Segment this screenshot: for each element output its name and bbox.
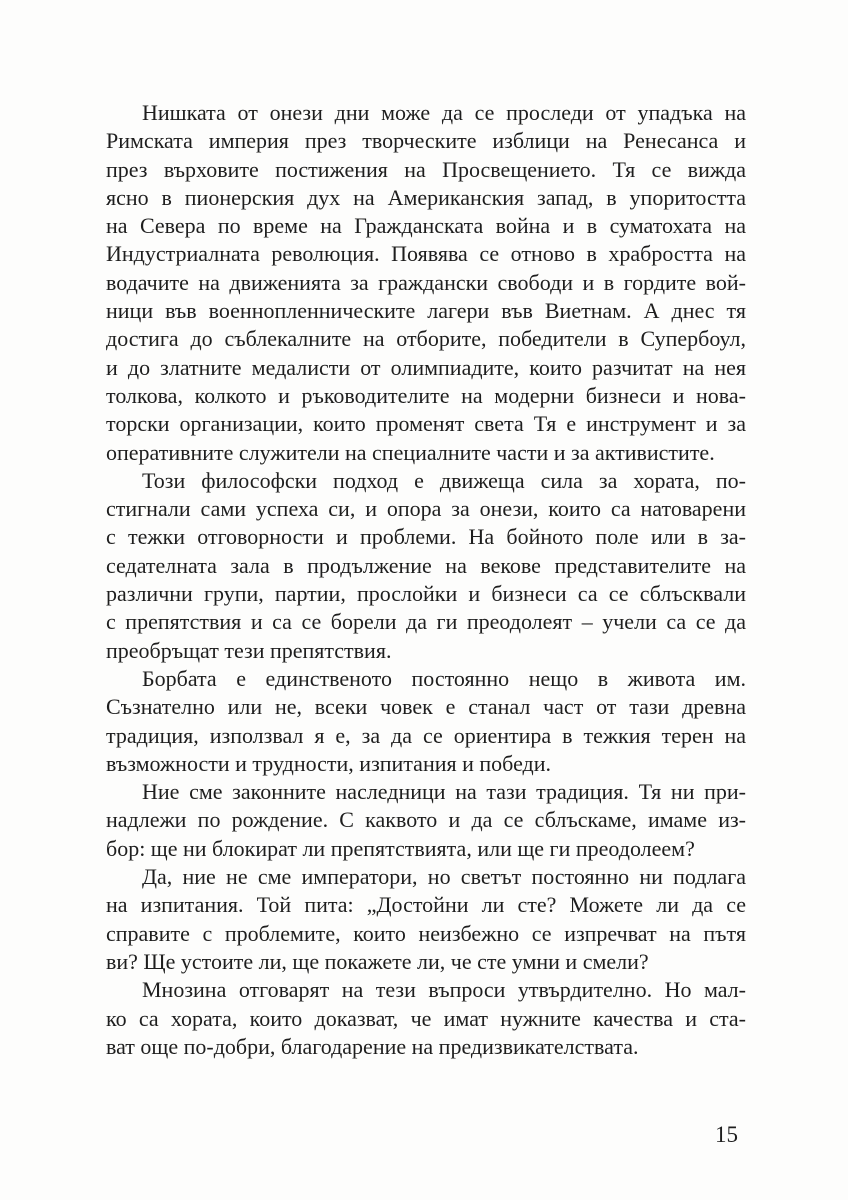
text-line: ко са хората, които доказват, че имат нужните качества и ста-: [106, 1005, 746, 1031]
text-line: Съзнателно или не, всеки човек е станал част от тази древна: [106, 694, 746, 720]
text-line: торски организации, които променят света Тя е инструмент и за: [106, 411, 746, 437]
text-line: възможности и трудности, изпитания и победи.: [106, 750, 552, 776]
text-line: ват още по-добри, благодарение на предизвикателствата.: [106, 1033, 639, 1059]
text-line: преобръщат тези препятствия.: [106, 637, 392, 663]
text-line: традиция, използвал я е, за да се ориентира в тежкия терен на: [106, 722, 746, 748]
paragraph-6: [106, 976, 746, 1061]
text-line: Индустриалната революция. Появява се отново в храбростта на: [106, 241, 746, 267]
page-number: 15: [715, 1122, 738, 1147]
paragraph-4: [106, 778, 746, 863]
text-line: Борбата е единственото постоянно нещо в живота им.: [142, 665, 746, 691]
text-line: бор: ще ни блокират ли препятствията, или ще ги преодолеем?: [106, 835, 695, 861]
text-line: на Севера по време на Гражданската война и в суматохата на: [106, 213, 746, 239]
text-line: през върховите постижения на Просвещението. Тя се вижда: [106, 156, 746, 182]
text-line: Нишката от онези дни може да се проследи от упадъка на: [142, 100, 746, 125]
paragraph-5: [106, 863, 746, 976]
text-line: Ние сме законните наследници на тази традиция. Тя ни при-: [142, 779, 746, 805]
paragraph-1: [106, 99, 746, 467]
text-line: Римската империя през творческите изблици на Ренесанса и: [106, 128, 746, 154]
paragraph-2: [106, 467, 746, 665]
text-line: на изпитания. Той пита: „Достойни ли сте? Можете ли да се: [106, 892, 746, 918]
text-line: водачите на движенията за граждански свободи и в гордите вой-: [106, 269, 746, 295]
text-line: справите с проблемите, които неизбежно се изпречват на пътя: [106, 920, 746, 946]
text-line: различни групи, партии, прослойки и бизнеси са се сблъсквали: [106, 581, 746, 607]
text-line: оперативните служители на специалните части и за активистите.: [106, 439, 715, 465]
text-line: ясно в пионерския дух на Американския запад, в упоритостта: [106, 184, 746, 210]
paragraph-3: [106, 665, 746, 778]
text-line: Този философски подход е движеща сила за хората, по-: [142, 467, 746, 493]
page-text: [106, 99, 746, 1061]
text-line: ви? Ще устоите ли, ще покажете ли, че сте умни и смели?: [106, 948, 649, 974]
text-line: с тежки отговорности и проблеми. На бойното поле или в за-: [106, 524, 746, 550]
text-line: надлежи по рождение. С каквото и да се сблъскаме, имаме из-: [106, 807, 746, 833]
text-line: толкова, колкото и ръководителите на модерни бизнеси и нова-: [106, 382, 746, 408]
text-line: стигнали сами успеха си, и опора за онези, които са натоварени: [106, 496, 746, 522]
text-line: и до златните медалисти от олимпиадите, които разчитат на нея: [106, 354, 746, 380]
text-line: с препятствия и са се борели да ги преодолеят – учели са се да: [106, 609, 746, 635]
text-line: Да, ние не сме императори, но светът постоянно ни подлага: [142, 864, 746, 890]
text-line: седателната зала в продължение на векове представителите на: [106, 552, 746, 578]
text-line: достига до съблекалните на отборите, победители в Супербоул,: [106, 326, 746, 352]
text-line: Мнозина отговарят на тези въпроси утвърдително. Но мал-: [142, 977, 746, 1003]
text-line: ници във военнопленническите лагери във Виетнам. А днес тя: [106, 298, 746, 324]
